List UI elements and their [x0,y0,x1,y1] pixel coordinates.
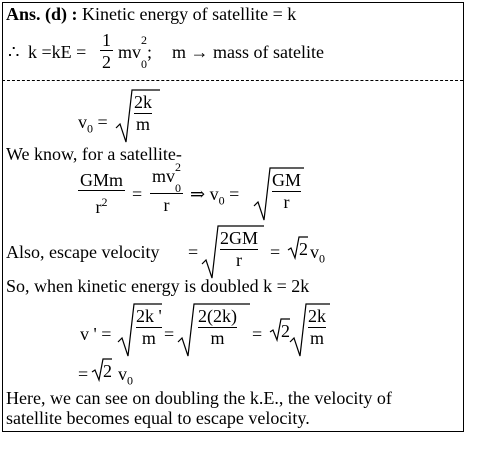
sqrt-2k-over-m: 2k m [116,88,160,144]
v0-label: $v_0$ = [78,112,108,136]
sqrt-gm-over-r: GM r [254,166,304,222]
esc-v0: $v_0$ [310,242,325,266]
doubled-text: So, when kinetic energy is doubled k = 2k [6,276,310,296]
answer-heading [6,4,296,25]
sqrt-2: 2 [270,318,290,342]
conclusion-line-2: satellite becomes equal to escape velocity. [6,408,310,428]
mass-note: m → mass of satelite [172,42,324,62]
half-denominator: 2 [102,52,111,72]
equals-sign: = [270,242,281,262]
equals-sign: = [188,242,199,262]
equals-sign: = [78,364,89,384]
dashed-separator [2,80,463,81]
implies-v0: ⇒ $v_0$ = [190,184,240,208]
answer-statement: Kinetic energy of satellite = k [82,4,297,24]
k-equals: k =kE = [28,42,87,62]
mv-over-r-fraction: mv 2 $_0$ r [152,160,182,215]
mv-squared: mv 2 $_0$; [118,33,153,71]
escape-velocity-label: Also, escape velocity [6,242,160,262]
equals-sign: = [164,324,175,344]
we-know-text: We know, for a satellite- [6,144,182,164]
gmm-fraction: GMm $r^2$ [80,170,124,217]
sqrt-2: 2 [92,358,112,382]
equals-sign: = [252,324,263,344]
half-numerator: 1 [102,30,111,50]
sqrt-2k-over-m-final: 2k m [290,302,330,358]
therefore-symbol: ∴ [8,42,20,62]
equals-sign: = [132,184,143,204]
conclusion-line-1: Here, we can see on doubling the k.E., the velocity of [6,388,392,408]
sqrt-2-2k-over-m: 2(2k) m [178,302,250,358]
sqrt-2kprime-over-m: 2k ' m [118,302,162,358]
answer-label: Ans. (d) : [6,4,78,24]
half-fraction [100,30,113,73]
v-prime-label: v ' = [80,324,112,344]
sqrt-2gm-over-r: 2GM r [202,224,264,280]
sqrt-2: 2 [288,236,308,260]
answer-box [2,2,464,432]
final-v0: $v_0$ [118,364,133,388]
